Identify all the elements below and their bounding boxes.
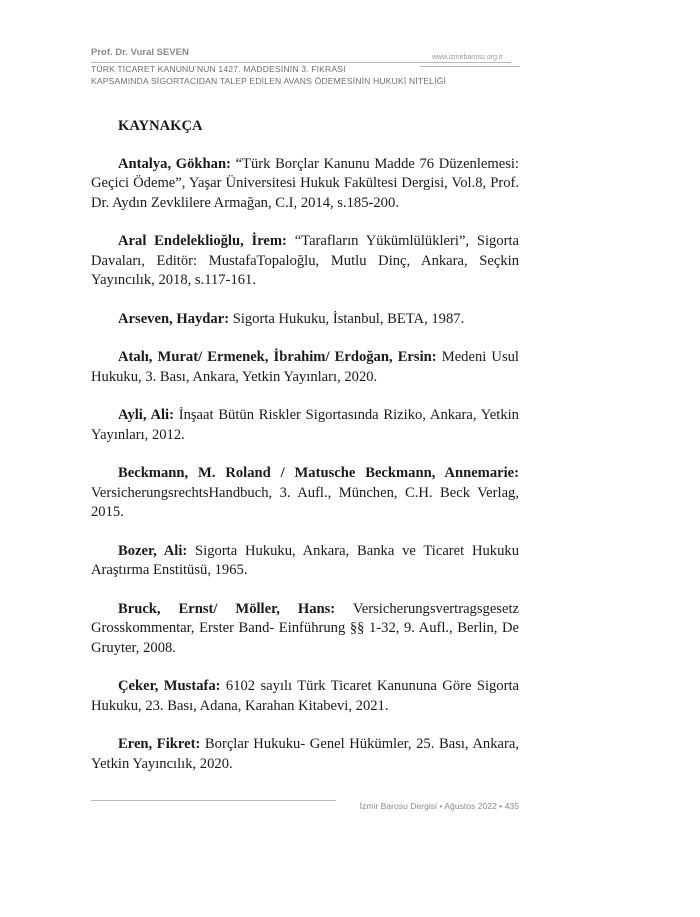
footer-journal-info: İzmir Barosu Dergisi • Ağustos 2022 • 435 [359, 801, 519, 811]
header-title-line-1: TÜRK TİCARET KANUNU’NUN 1427. MADDESİNİN 3. FIKRASI [91, 64, 346, 74]
entry-text: VersicherungsrechtsHandbuch, 3. Aufl., München, C.H. Beck Verlag, 2015. [91, 484, 519, 520]
footer-divider [91, 800, 336, 801]
bibliography-entry [91, 348, 519, 387]
entry-text: “Tarafların Yükümlülükleri”, Sigorta Davaları, Editör: MustafaTopaloğlu, Mutlu Dinç, Ankara, Seçkin Yayıncılık, 2018, s.117-161. [91, 233, 519, 288]
entry-text: “Türk Borçlar Kanunu Madde 76 Düzenlemesi: Geçici Ödeme”, Yaşar Üniversitesi Hukuk Fakültesi Dergisi, Vol.8, Prof. Dr. Aydın Zevklilere Armağan, C.I, 2014, s.185-200. [91, 155, 519, 211]
entry-author: Eren, Fikret: [118, 736, 201, 752]
entry-author: Çeker, Mustafa: [118, 678, 221, 694]
bibliography-entry [91, 406, 519, 445]
entry-text: Versicherungsvertragsgesetz Grosskommentar, Erster Band- Einführung §§ 1-32, 9. Aufl., Berlin, De Gruyter, 2008. [91, 600, 519, 656]
entry-author: Beckmann, M. Roland / Matusche Beckmann, Annemarie: [118, 465, 519, 481]
header-url: www.izmirbarosu.org.tr [432, 54, 504, 61]
header-title-line-2: KAPSAMINDA SİGORTACIDAN TALEP EDİLEN AVANS ÖDEMESİNİN HUKUKİ NİTELİĞİ [91, 76, 446, 86]
bibliography-entry [91, 735, 519, 774]
bibliography-entry [91, 155, 519, 214]
entry-text: Sigorta Hukuku, İstanbul, BETA, 1987. [229, 310, 465, 327]
bibliography-entry [91, 542, 519, 581]
entry-author: Bruck, Ernst/ Möller, Hans: [118, 600, 336, 617]
entry-text: Borçlar Hukuku- Genel Hükümler, 25. Bası, Ankara, Yetkin Yayıncılık, 2020. [91, 736, 519, 772]
header-article-title [91, 63, 531, 87]
entry-author: Atalı, Murat/ Ermenek, İbrahim/ Erdoğan, Ersin: [118, 349, 437, 365]
entry-author: Aral Endeleklioğlu, İrem: [118, 233, 287, 249]
section-heading: KAYNAKÇA [118, 118, 203, 134]
entry-author: Bozer, Ali: [118, 542, 188, 559]
header-author: Prof. Dr. Vural SEVEN [91, 47, 189, 58]
entry-author: Ayli, Ali: [118, 407, 174, 423]
entry-author: Antalya, Gökhan: [118, 155, 231, 172]
bibliography-section [91, 117, 519, 793]
bibliography-entry [91, 232, 519, 291]
entry-text: İnşaat Bütün Riskler Sigortasında Riziko, Ankara, Yetkin Yayınları, 2012. [91, 407, 519, 443]
entry-text: Sigorta Hukuku, Ankara, Banka ve Ticaret Hukuku Araştırma Enstitüsü, 1965. [91, 542, 519, 578]
entry-text: Medeni Usul Hukuku, 3. Bası, Ankara, Yetkin Yayınları, 2020. [91, 349, 519, 385]
entry-author: Arseven, Haydar: [118, 310, 230, 327]
entry-text: 6102 sayılı Türk Ticaret Kanununa Göre Sigorta Hukuku, 23. Bası, Adana, Karahan Kitabevi, 2021. [91, 678, 519, 714]
bibliography-entry [91, 464, 519, 523]
bibliography-entry [91, 677, 519, 716]
bibliography-entry [91, 310, 519, 330]
bibliography-entry [91, 600, 519, 659]
